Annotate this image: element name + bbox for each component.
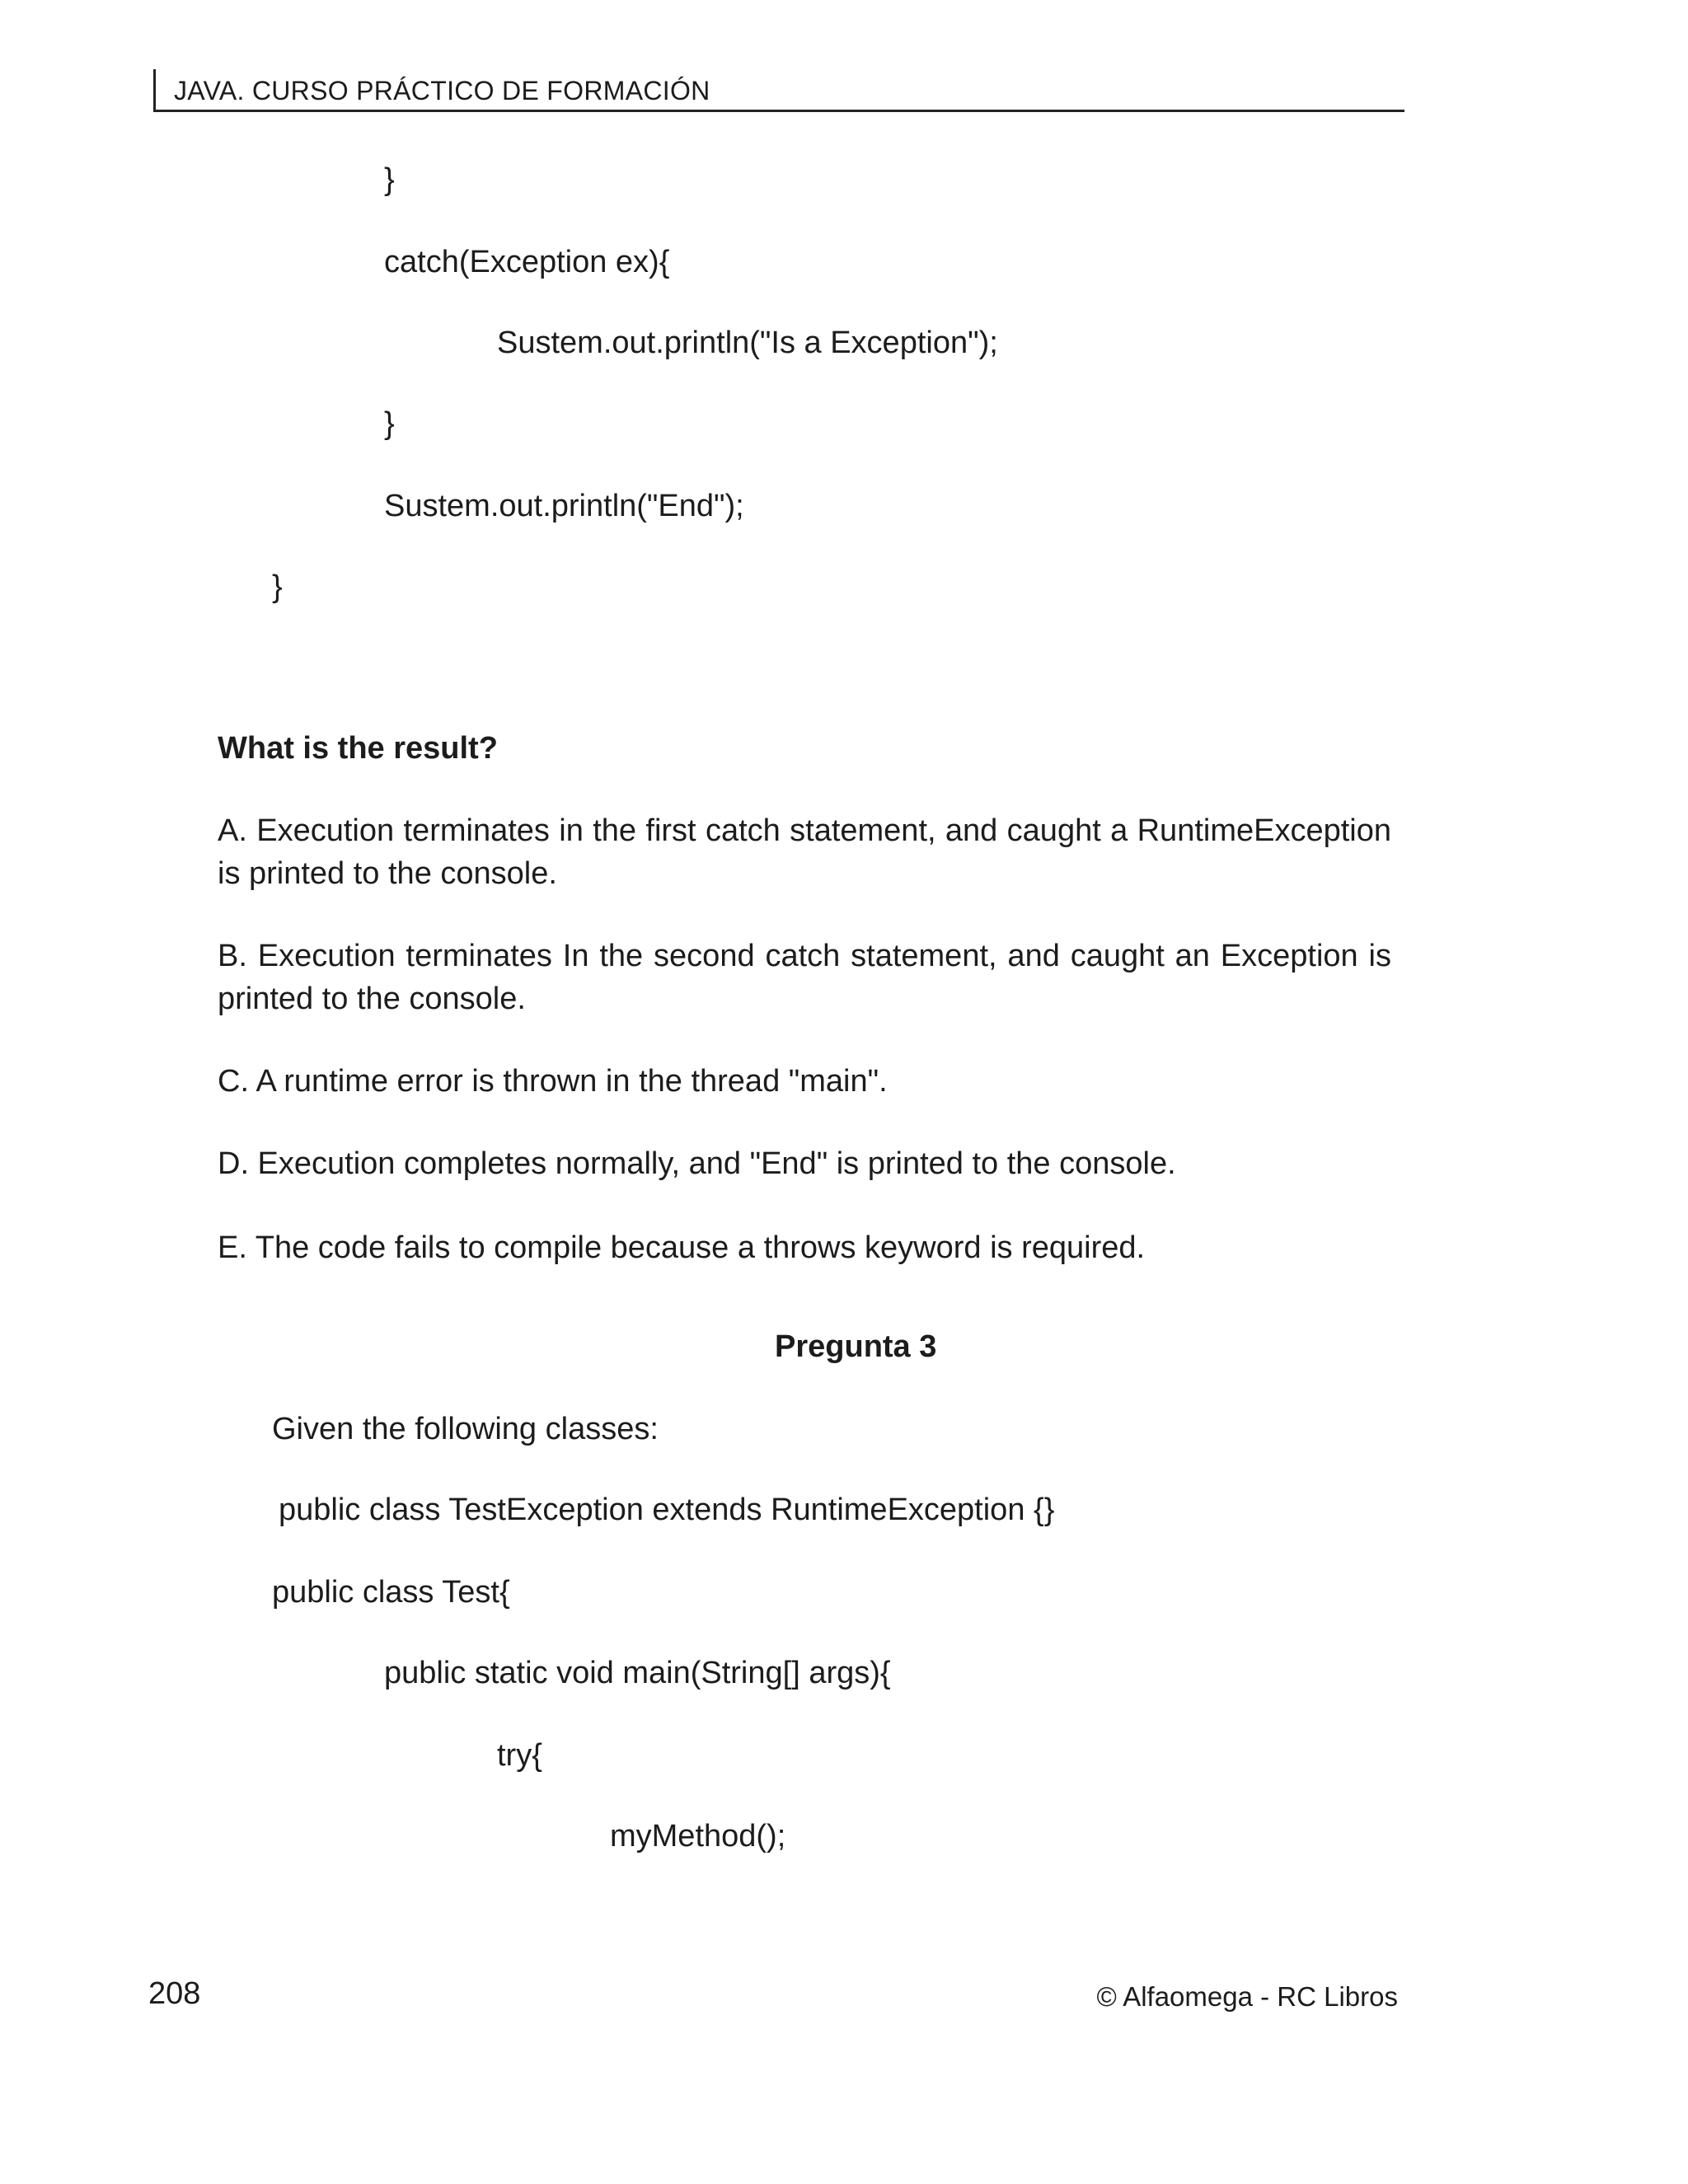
code-line: public class Test{ [272,1575,510,1610]
code-line: Sustem.out.println("Is a Exception"); [497,326,998,360]
code-line: } [384,406,395,441]
answer-option-b: B. Execution terminates In the second catch statement, and caught an Exception is printed to the console. [218,939,1391,1016]
answer-option-d: D. Execution completes normally, and "End" is printed to the console. [218,1146,1176,1181]
code-line: myMethod(); [610,1819,786,1854]
code-line: catch(Exception ex){ [384,245,670,279]
code-line: public static void main(String[] args){ [384,1656,891,1690]
page-number: 208 [148,1976,201,2011]
intro-text: Given the following classes: [272,1412,659,1446]
answer-option-e: E. The code fails to compile because a throws keyword is required. [218,1230,1146,1265]
code-line: public class TestException extends RuntimeException {} [279,1493,1055,1527]
answer-option-c: C. A runtime error is thrown in the thread "main". [218,1064,888,1099]
code-line: Sustem.out.println("End"); [384,489,744,523]
header-title: JAVA. CURSO PRÁCTICO DE FORMACIÓN [174,76,710,105]
section-title: Pregunta 3 [775,1329,937,1364]
code-line: } [272,569,283,604]
footer-copyright: © Alfaomega - RC Libros [1096,1981,1398,2012]
question-prompt: What is the result? [218,731,498,766]
code-line: try{ [497,1738,542,1773]
code-line: } [384,162,395,197]
answer-option-a: A. Execution terminates in the first catch statement, and caught a RuntimeException is printed to the console. [218,813,1391,891]
running-header [153,69,1404,112]
